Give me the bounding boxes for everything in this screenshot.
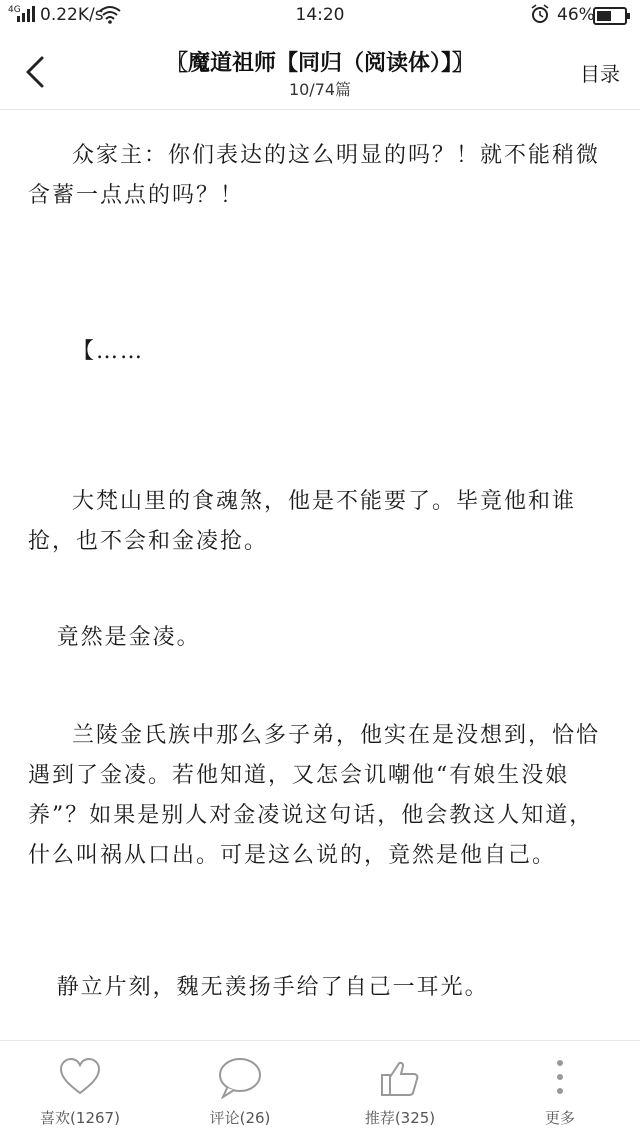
reading-content[interactable] bbox=[0, 110, 640, 1040]
network-type: 4G bbox=[8, 5, 21, 15]
alarm-icon bbox=[530, 4, 550, 24]
paragraph: 大梵山里的食魂煞，他是不能要了。毕竟他和谁抢，也不会和金凌抢。 bbox=[28, 489, 577, 554]
like-label: 喜欢(1267) bbox=[40, 1109, 120, 1127]
reader-header bbox=[0, 34, 640, 110]
thumbs-up-icon bbox=[379, 1057, 421, 1099]
comment-icon bbox=[217, 1057, 263, 1099]
like-button[interactable] bbox=[0, 1041, 160, 1139]
comment-button[interactable] bbox=[160, 1041, 320, 1139]
chevron-left-icon bbox=[18, 54, 54, 90]
chapter-progress: 10/74篇 bbox=[288, 80, 352, 99]
paragraph: 【…… bbox=[72, 339, 145, 364]
heart-icon bbox=[58, 1057, 102, 1097]
paragraph: 竟然是金凌。 bbox=[56, 625, 201, 650]
more-vertical-icon bbox=[554, 1057, 566, 1097]
battery-percent: 46% bbox=[557, 5, 595, 25]
recommend-button[interactable] bbox=[320, 1041, 480, 1139]
more-label: 更多 bbox=[544, 1109, 575, 1127]
battery-icon bbox=[593, 7, 631, 25]
toc-button[interactable]: 目录 bbox=[580, 62, 620, 86]
recommend-label: 推荐(325) bbox=[364, 1109, 436, 1127]
network-speed: 0.22K/s bbox=[40, 5, 104, 25]
bottom-action-bar bbox=[0, 1040, 640, 1139]
paragraph: 众家主：你们表达的这么明显的吗？！就不能稍微含蓄一点点的吗？！ bbox=[28, 143, 601, 208]
paragraph: 兰陵金氏族中那么多子弟，他实在是没想到，恰恰遇到了金凌。若他知道，又怎会讥嘲他“有娘生没娘养”？如果是别人对金凌说这句话，他会教这人知道，什么叫祸从口出。可是这么说的，竟然是他自己。 bbox=[28, 723, 601, 868]
book-title: 〖魔道祖师【同归（阅读体）】〗 bbox=[165, 51, 474, 76]
paragraph: 静立片刻，魏无羡扬手给了自己一耳光。 bbox=[56, 975, 489, 1000]
status-bar bbox=[0, 0, 640, 32]
comment-label: 评论(26) bbox=[209, 1109, 271, 1127]
back-button[interactable] bbox=[18, 54, 54, 90]
clock: 14:20 bbox=[295, 5, 345, 25]
more-button[interactable] bbox=[480, 1041, 640, 1139]
